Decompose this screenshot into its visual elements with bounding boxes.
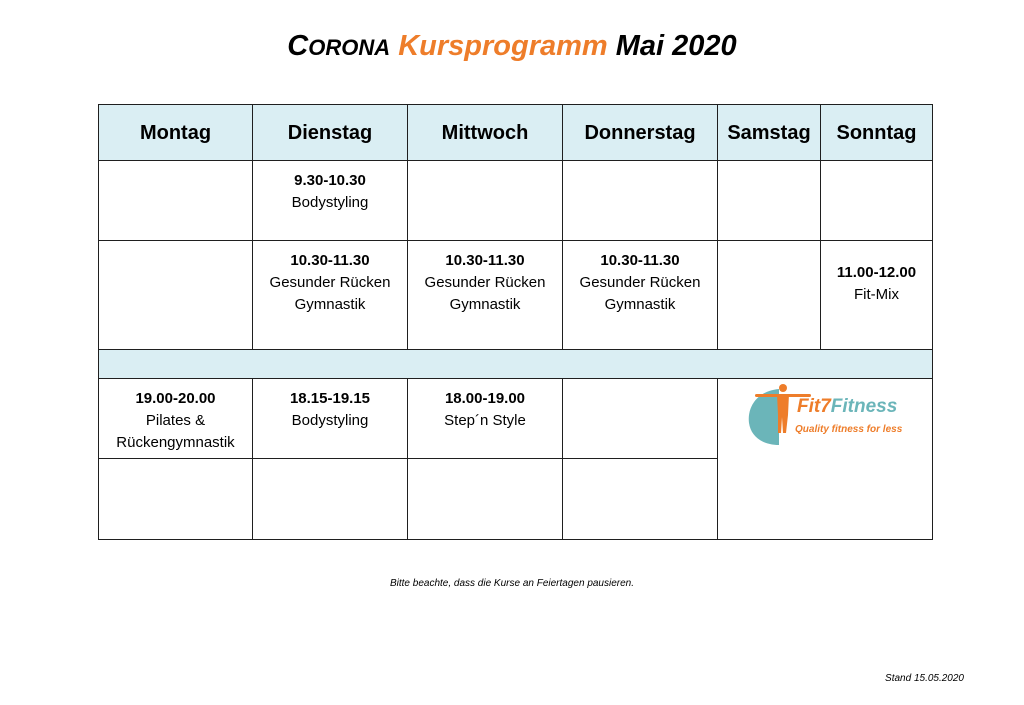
header-row xyxy=(99,105,933,161)
empty-cell xyxy=(99,161,253,241)
empty-cell xyxy=(563,458,718,539)
course-time: 18.00-19.00 xyxy=(444,389,526,407)
course-name: Gesunder Rücken xyxy=(269,274,391,292)
logo-tagline: Quality fitness for less xyxy=(795,423,903,435)
title-corona-initial: C xyxy=(287,30,309,62)
holiday-footnote: Bitte beachte, dass die Kurse an Feiertagen pausieren. xyxy=(389,578,635,589)
empty-cell xyxy=(408,458,563,539)
course-time: 10.30-11.30 xyxy=(600,252,680,270)
course-cell xyxy=(253,241,408,349)
empty-cell xyxy=(563,161,718,241)
course-name: Bodystyling xyxy=(291,411,369,429)
course-name: Gymnastik xyxy=(294,296,366,314)
course-name: Fit-Mix xyxy=(854,286,899,304)
course-cell xyxy=(408,241,563,349)
course-name: Gesunder Rücken xyxy=(424,274,546,292)
course-name: Gymnastik xyxy=(604,296,676,314)
course-time: 9.30-10.30 xyxy=(294,172,366,190)
course-time: 11.00-12.00 xyxy=(836,264,917,282)
course-name: Pilates & xyxy=(145,411,206,429)
title-corona-rest: ORONA xyxy=(308,35,391,60)
course-name: Gesunder Rücken xyxy=(579,274,701,292)
stand-date: Stand 15.05.2020 xyxy=(885,673,964,684)
logo-brand-fit7: Fit7 xyxy=(797,395,831,417)
course-cell xyxy=(821,241,933,349)
course-cell xyxy=(408,378,563,458)
course-name: Rückengymnastik xyxy=(116,433,235,451)
logo-cell xyxy=(718,378,933,539)
day-header-dienstag: Dienstag xyxy=(253,105,408,161)
course-time: 19.00-20.00 xyxy=(135,389,216,407)
empty-cell xyxy=(718,161,821,241)
separator-row xyxy=(99,349,933,378)
course-cell xyxy=(563,241,718,349)
course-cell xyxy=(99,378,253,458)
course-name: Step´n Style xyxy=(444,411,526,429)
fit7-fitness-logo xyxy=(745,379,905,449)
empty-cell xyxy=(99,458,253,539)
title-month: Mai 2020 xyxy=(615,30,737,62)
logo-brand-fitness: Fitness xyxy=(830,395,898,417)
day-header-samstag: Samstag xyxy=(718,105,821,161)
course-cell xyxy=(253,378,408,458)
title-kursprogramm: Kursprogramm xyxy=(398,30,608,62)
day-header-sonntag: Sonntag xyxy=(821,105,933,161)
empty-cell xyxy=(99,241,253,349)
course-name: Gymnastik xyxy=(449,296,521,314)
separator-cell xyxy=(99,349,933,378)
course-cell xyxy=(253,161,408,241)
empty-cell xyxy=(253,458,408,539)
table-row xyxy=(99,378,933,458)
course-time: 10.30-11.30 xyxy=(290,252,370,270)
table-row xyxy=(99,241,933,349)
empty-cell xyxy=(718,241,821,349)
course-name: Bodystyling xyxy=(291,194,369,212)
empty-cell xyxy=(563,378,718,458)
table-row xyxy=(99,161,933,241)
course-time: 10.30-11.30 xyxy=(445,252,525,270)
empty-cell xyxy=(821,161,933,241)
schedule-table xyxy=(98,104,933,540)
page-title xyxy=(0,30,1024,63)
course-time: 18.15-19.15 xyxy=(289,389,371,407)
empty-cell xyxy=(408,161,563,241)
day-header-montag: Montag xyxy=(99,105,253,161)
day-header-donnerstag: Donnerstag xyxy=(563,105,718,161)
day-header-mittwoch: Mittwoch xyxy=(408,105,563,161)
